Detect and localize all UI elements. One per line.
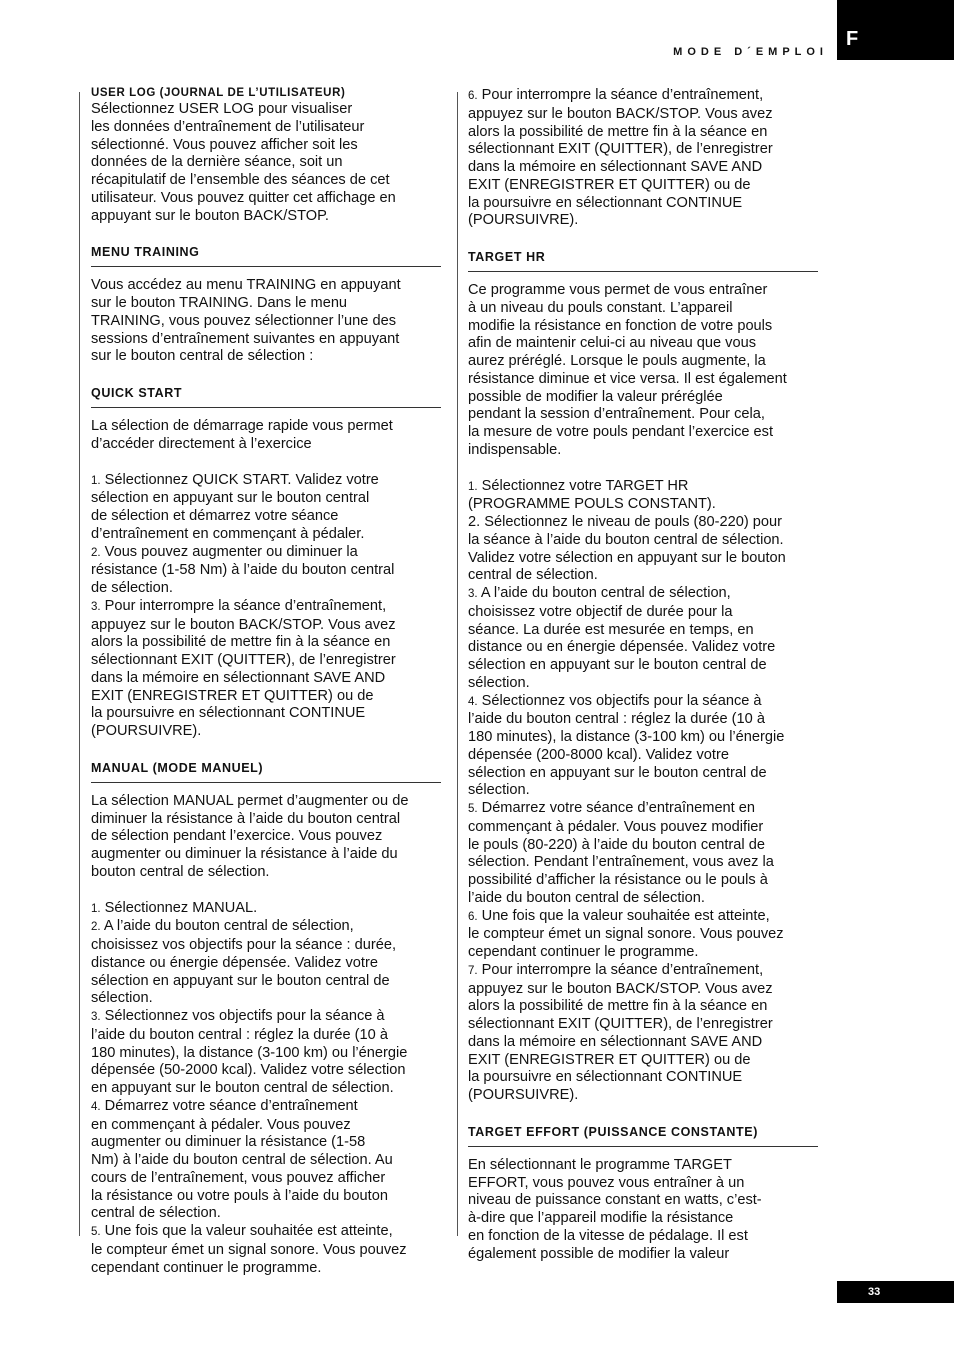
step-text: dépensée (50-2000 kcal). Validez votre sélection [91,1062,406,1079]
step-line [91,508,441,526]
step-text: cependant continuer le programme. [468,944,699,960]
text-line: bouton central de sélection. [91,863,270,880]
step-text: la poursuivre en sélectionnant CONTINUE [468,194,743,211]
step-line [91,918,441,937]
text-line: sur le bouton TRAINING. Dans le menu [91,295,348,311]
header-title: MODE D´EMPLOI [673,46,828,58]
menu-training-body [91,277,441,366]
step-line [91,1117,441,1135]
step-text: la résistance ou votre pouls à l’aide du bouton [91,1187,388,1204]
step-line [468,819,818,837]
step-line [468,622,818,640]
step-number: 5. [91,1226,101,1238]
step-text: alors la possibilité de mettre fin à la séance en [468,998,768,1015]
step-text: (POURSUIVRE). [91,723,202,739]
language-tab-label: F [846,28,859,50]
step-line [468,1069,818,1087]
step-text: choisissez votre objectif de durée pour la [468,603,733,620]
step-line [91,1188,441,1206]
step-line [91,526,441,544]
step-text: Sélectionnez vos objectifs pour la séance à [477,692,762,709]
heading-target-effort: TARGET EFFORT (PUISSANCE CONSTANTE) [468,1125,818,1147]
step-line [91,1027,441,1045]
step-text: en appuyant sur le bouton central de sélection. [91,1080,394,1096]
step-line [468,962,818,981]
step-line [468,837,818,855]
step-text: 2. Sélectionnez le niveau de pouls (80-220) pour [468,514,782,530]
step-text: cours de l’entraînement, vous pouvez afficher [91,1169,386,1186]
text-line: données de la dernière séance, soit un [91,154,343,171]
step-line [468,478,818,497]
step-text: Sélectionnez QUICK START. Validez votre [100,471,379,488]
step-text: Une fois que la valeur souhaitée est atteinte, [100,1223,393,1239]
step-text: dans la mémoire en sélectionnant SAVE AND [91,669,386,686]
step-text: Pour interrompre la séance d’entraînement, [477,87,764,103]
text-line: sur le bouton central de sélection : [91,348,314,365]
text-line: afin de maintenir celui-ci au niveau que vous [468,335,756,352]
text-line: à-dire que l’appareil modifie la résistance [468,1210,734,1226]
step-line [468,195,818,213]
step-line [91,617,441,635]
text-line: aurez préréglé. Lorsque le pouls augmente, la [468,353,766,369]
quick-start-steps [91,472,441,741]
text-line: sélectionné. Vous pouvez afficher soit les [91,136,358,153]
column-divider-middle [457,92,458,1236]
step-line [91,634,441,652]
step-text: la poursuivre en sélectionnant CONTINUE [91,705,366,722]
step-line [91,1205,441,1223]
step-text: sélectionnant EXIT (QUITTER), de l’enregistrer [468,1016,773,1032]
step-line [468,854,818,872]
step-text: sélection. [468,782,530,799]
step-line [91,1008,441,1027]
text-line: utilisateur. Vous pouvez quitter cet affichage en [91,189,396,206]
text-line: pendant la session d’entraînement. Pour cela, [468,406,765,423]
step-text: l’aide du bouton central : réglez la durée (10 à [91,1026,388,1043]
manual-steps-continued [468,87,818,230]
step-text: sélection en appuyant sur le bouton central de [91,972,390,989]
step-line [91,562,441,580]
step-line [468,567,818,585]
step-text: appuyez sur le bouton BACK/STOP. Vous avez [468,980,773,997]
text-line: TRAINING, vous pouvez sélectionner l’une des [91,312,396,329]
step-number: 6. [468,90,478,102]
step-text: dépensée (200-8000 kcal). Validez votre [468,746,729,763]
user-log-body [91,101,441,225]
step-text: dans la mémoire en sélectionnant SAVE AND [468,1033,763,1050]
step-line [468,124,818,142]
step-number: 3. [468,588,478,600]
step-line [91,490,441,508]
step-text: sélection en appuyant sur le bouton central [91,490,370,507]
step-text: distance ou en énergie dépensée. Validez votre [468,639,776,656]
step-text: la séance à l’aide du bouton central de sélection. [468,531,784,548]
step-line [468,604,818,622]
step-text: le compteur émet un signal sonore. Vous pouvez [468,926,784,943]
text-line: appuyant sur le bouton BACK/STOP. [91,207,329,224]
step-line [91,598,441,617]
step-line [468,890,818,908]
text-line: Ce programme vous permet de vous entraîner [468,282,768,298]
text-line: résistance diminue et vice versa. Il est également [468,370,787,387]
step-text: (POURSUIVRE). [468,212,579,229]
step-line [91,900,441,919]
step-line [468,1087,818,1105]
text-line: récapitulatif de l’ensemble des séances de cet [91,172,390,188]
text-line: augmenter ou diminuer la résistance à l’aide du [91,846,398,862]
step-text: Sélectionnez MANUAL. [100,899,258,916]
step-line [468,657,818,675]
step-line [91,472,441,491]
step-text: l’aide du bouton central : réglez la durée (10 à [468,711,765,728]
quick-start-intro [91,418,441,454]
step-line [468,141,818,159]
step-text: A l’aide du bouton central de sélection, [100,918,354,935]
step-text: alors la possibilité de mettre fin à la séance en [91,634,391,651]
step-line [91,705,441,723]
step-text: sélection en appuyant sur le bouton central de [468,764,767,781]
step-line [91,1080,441,1098]
heading-target-hr: TARGET HR [468,250,818,272]
step-text: sélectionnant EXIT (QUITTER), de l’enregistrer [91,652,396,668]
text-line: possible de modifier la valeur préréglée [468,388,723,405]
step-number: 2. [91,921,101,934]
step-text: central de sélection. [91,1205,221,1222]
column-divider-left [79,92,80,1236]
step-text: l’aide du bouton central de sélection. [468,889,705,906]
step-line [468,711,818,729]
step-text: Sélectionnez vos objectifs pour la séance à [100,1008,385,1024]
step-text: sélection. [468,674,530,691]
step-text: sélection en appuyant sur le bouton central de [468,657,767,673]
step-number: 5. [468,803,478,815]
text-line: la mesure de votre pouls pendant l’exercice est [468,424,774,440]
step-line [91,670,441,688]
step-line [468,159,818,177]
step-line [468,177,818,195]
step-line [468,550,818,568]
target-effort-intro [468,1157,818,1264]
heading-quick-start: QUICK START [91,386,441,408]
step-text: Pour interrompre la séance d’entraînement, [477,961,764,978]
text-line: de sélection pendant l’exercice. Vous pouvez [91,828,383,845]
text-line: également possible de modifier la valeur [468,1245,730,1262]
step-line [468,212,818,230]
step-text: séance. La durée est mesurée en temps, en [468,621,754,638]
step-line [91,1098,441,1117]
heading-menu-training: MENU TRAINING [91,245,441,267]
step-text: commençant à pédaler. Vous pouvez modifier [468,818,764,835]
step-line [468,765,818,783]
text-line: diminuer la résistance à l’aide du bouton central [91,810,401,827]
step-line [91,688,441,706]
step-line [468,106,818,124]
text-line: à un niveau du pouls constant. L’appareil [468,299,733,316]
step-line [468,944,818,962]
step-line [91,580,441,598]
step-line [468,926,818,944]
step-text: d’entraînement en commençant à pédaler. [91,525,365,542]
step-text: le compteur émet un signal sonore. Vous pouvez [91,1241,407,1258]
step-line [468,1034,818,1052]
text-line: Vous accédez au menu TRAINING en appuyant [91,277,401,294]
text-line: modifie la résistance en fonction de votre pouls [468,317,773,334]
step-text: Démarrez votre séance d’entraînement en [477,800,756,816]
step-line [468,1052,818,1070]
step-number: 3. [91,600,101,613]
step-number: 3. [91,1011,101,1023]
step-text: central de sélection. [468,567,598,584]
language-tab [837,0,954,60]
step-line [468,981,818,999]
step-line [91,973,441,991]
step-line [468,800,818,819]
step-line [91,955,441,973]
step-text: de sélection et démarrez votre séance [91,508,339,524]
step-text: cependant continuer le programme. [91,1259,322,1276]
step-text: de sélection. [91,580,173,596]
step-line [91,1152,441,1170]
step-text: (PROGRAMME POULS CONSTANT). [468,496,716,513]
left-column [91,87,441,1277]
step-line [468,1016,818,1034]
text-line: niveau de puissance constant en watts, c’est- [468,1192,762,1209]
page-number [837,1281,954,1303]
step-text: EXIT (ENREGISTRER ET QUITTER) ou de [91,687,374,704]
step-text: A l’aide du bouton central de sélection, [477,585,731,601]
manual-intro [91,793,441,882]
step-line [468,675,818,693]
step-number: 6. [468,910,478,923]
target-hr-steps [468,478,818,1105]
step-line [91,1045,441,1063]
step-text: 180 minutes), la distance (3-100 km) ou l’énergie [468,729,785,745]
step-text: résistance (1-58 Nm) à l’aide du bouton central [91,562,395,579]
step-line [468,872,818,890]
step-line [468,585,818,604]
text-line: en fonction de la vitesse de pédalage. Il est [468,1227,748,1244]
step-text: en commençant à pédaler. Vous pouvez [91,1116,351,1133]
step-number: 1. [91,474,101,487]
step-text: sélection. Pendant l’entraînement, vous avez la [468,854,774,871]
target-hr-intro [468,282,818,460]
step-line [468,693,818,712]
step-line [91,990,441,1008]
step-line [468,496,818,514]
step-text: le pouls (80-220) à l’aide du bouton central de [468,836,765,853]
step-text: choisissez vos objectifs pour la séance : durée, [91,937,397,953]
text-line: En sélectionnant le programme TARGET [468,1156,732,1173]
step-number: 1. [91,902,101,915]
step-line [468,782,818,800]
step-line [91,1062,441,1080]
step-line [468,639,818,657]
step-text: appuyez sur le bouton BACK/STOP. Vous avez [468,105,773,122]
step-line [91,544,441,563]
text-line: La sélection de démarrage rapide vous permet [91,418,393,434]
step-line [468,998,818,1016]
step-line [91,937,441,955]
step-text: Démarrez votre séance d’entraînement [100,1097,358,1114]
step-text: sélectionnant EXIT (QUITTER), de l’enregistrer [468,141,773,158]
step-text: alors la possibilité de mettre fin à la séance en [468,123,768,140]
step-text: augmenter ou diminuer la résistance (1-58 [91,1134,366,1151]
step-line [91,652,441,670]
page-number-label: 33 [868,1286,881,1298]
step-line [468,729,818,747]
step-text: Vous pouvez augmenter ou diminuer la [100,543,358,560]
step-text: la poursuivre en sélectionnant CONTINUE [468,1069,743,1086]
heading-user-log: USER LOG (JOURNAL DE L’UTILISATEUR) [91,87,346,99]
text-line: sessions d’entraînement suivantes en appuyant [91,330,400,347]
step-line [91,1170,441,1188]
text-line: Sélectionnez USER LOG pour visualiser [91,101,353,117]
text-line: les données d’entraînement de l’utilisateur [91,118,365,135]
step-line [468,87,818,106]
step-number: 7. [468,964,478,977]
step-text: possibilité d’afficher la résistance ou le pouls à [468,872,768,888]
step-text: Nm) à l’aide du bouton central de sélection. Au [91,1152,393,1168]
step-text: Validez votre sélection en appuyant sur le bouton [468,549,786,566]
right-column [468,87,818,1263]
step-line [468,747,818,765]
step-line [468,514,818,532]
text-line: d’accéder directement à l’exercice [91,435,312,452]
step-text: sélection. [91,990,153,1007]
step-number: 4. [91,1100,101,1113]
text-line: EFFORT, vous pouvez vous entraîner à un [468,1174,745,1191]
step-text: 180 minutes), la distance (3-100 km) ou l’énergie [91,1044,408,1061]
step-number: 1. [468,480,478,493]
text-line: indispensable. [468,441,562,458]
step-line [91,1134,441,1152]
step-number: 4. [468,695,478,708]
manual-steps [91,900,441,1278]
step-text: (POURSUIVRE). [468,1087,579,1103]
heading-manual: MANUAL (MODE MANUEL) [91,761,441,783]
step-line [91,1260,441,1278]
step-text: Une fois que la valeur souhaitée est atteinte, [477,907,770,924]
step-number: 2. [91,546,101,559]
step-text: dans la mémoire en sélectionnant SAVE AND [468,159,763,175]
step-text: EXIT (ENREGISTRER ET QUITTER) ou de [468,1051,751,1068]
step-text: Sélectionnez votre TARGET HR [477,477,689,494]
step-line [91,723,441,741]
step-text: appuyez sur le bouton BACK/STOP. Vous avez [91,616,396,633]
step-line [468,532,818,550]
step-text: EXIT (ENREGISTRER ET QUITTER) ou de [468,176,751,193]
step-line [91,1223,441,1242]
step-line [91,1242,441,1260]
step-text: distance ou énergie dépensée. Validez votre [91,954,378,971]
step-text: Pour interrompre la séance d’entraînement, [100,597,387,614]
text-line: La sélection MANUAL permet d’augmenter ou de [91,792,409,809]
step-line [468,908,818,927]
